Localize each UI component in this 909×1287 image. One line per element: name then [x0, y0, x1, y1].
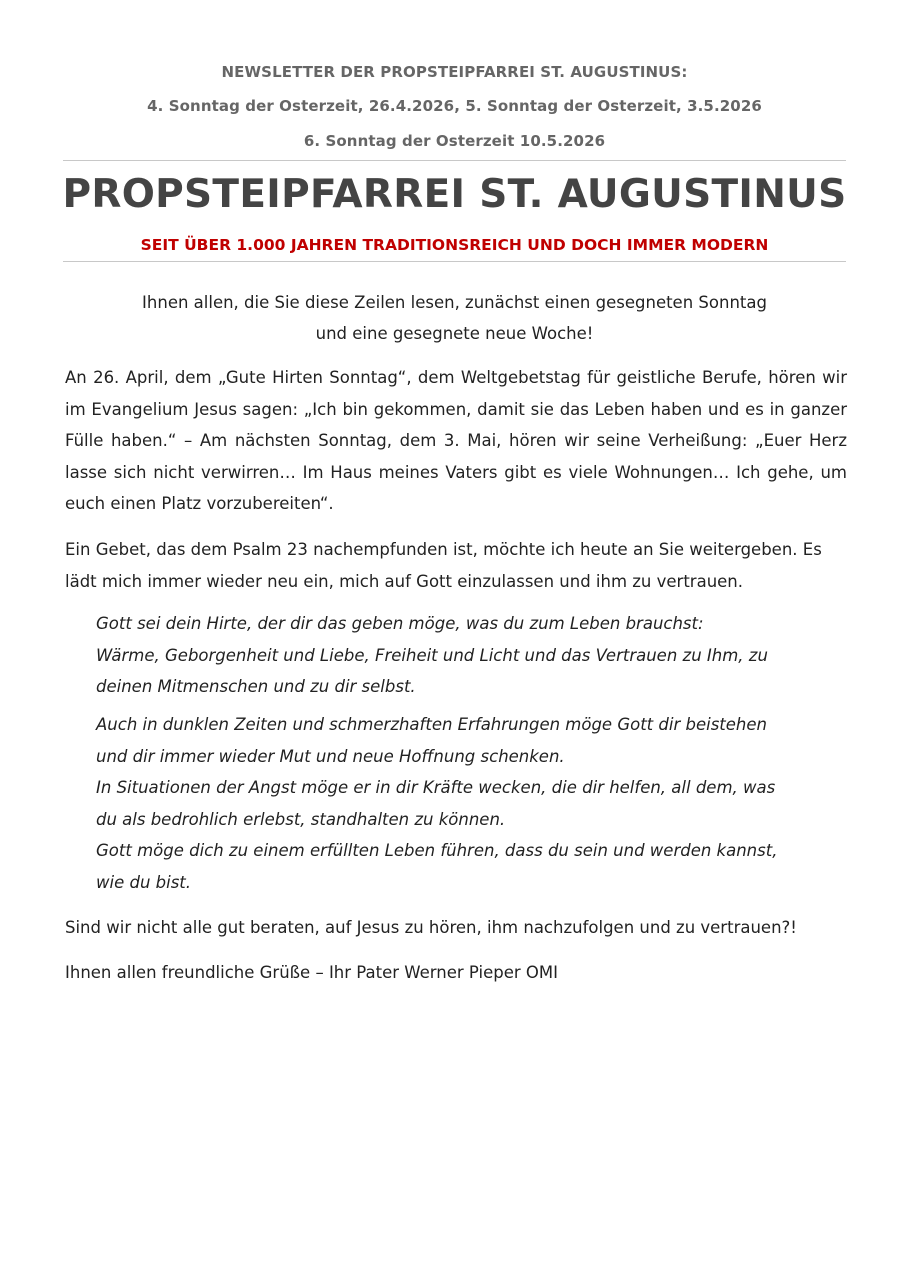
greeting-line: Ihnen allen, die Sie diese Zeilen lesen, zunächst einen gesegneten Sonntag [142, 293, 767, 312]
prayer-line: du als bedrohlich erlebst, standhalten zu können. [96, 809, 506, 829]
page-subtitle: SEIT ÜBER 1.000 JAHREN TRADITIONSREICH UND DOCH IMMER MODERN [140, 236, 769, 254]
body-paragraph-prayer-intro: Ein Gebet, das dem Psalm 23 nachempfunden ist, möchte ich heute an Sie weitergeben. Es lädt mich immer wieder neu ein, mich auf Gott einzulassen und ihm zu vertrauen. [65, 540, 822, 591]
prayer-line: Auch in dunklen Zeiten und schmerzhaften Erfahrungen möge Gott dir beistehen [96, 715, 767, 734]
page-title: PROPSTEIPFARREI ST. AUGUSTINUS [62, 172, 847, 217]
newsletter-dates-line-2: 6. Sonntag der Osterzeit 10.5.2026 [303, 132, 606, 150]
signature-line: Ihnen allen freundliche Grüße – Ihr Pater Werner Pieper OMI [65, 963, 558, 982]
greeting [63, 287, 846, 349]
prayer-stanza-2 [96, 709, 826, 899]
prayer-line: Wärme, Geborgenheit und Liebe, Freiheit und Licht und das Vertrauen zu Ihm, zu [96, 645, 768, 665]
newsletter-dates-line: 4. Sonntag der Osterzeit, 26.4.2026, 5. Sonntag der Osterzeit, 3.5.2026 [147, 97, 762, 115]
prayer-line: und dir immer wieder Mut und neue Hoffnung schenken. [96, 746, 565, 766]
prayer-line: deinen Mitmenschen und zu dir selbst. [96, 677, 416, 697]
body-paragraph-gospel: An 26. April, dem „Gute Hirten Sonntag“, dem Weltgebetstag für geistliche Berufe, hören wir im Evangelium Jesus sagen: „Ich bin gekommen, damit sie das Leben haben und es in ganzer Fülle haben.“ – Am nächsten Sonntag, dem 3. Mai, hören wir seine Verheißung: „Euer Herz lasse sich nicht verwirren… Im Haus meines Vaters gibt es viele Wohnungen… Ich gehe, um euch einen Platz vorzubereiten“. [65, 368, 847, 514]
body-paragraph-closing-question: Sind wir nicht alle gut beraten, auf Jesus zu hören, ihm nachzufolgen und zu vertrauen?! [65, 918, 797, 937]
prayer-line: wie du bist. [96, 872, 192, 892]
top-divider [63, 160, 846, 161]
greeting-line: und eine gesegnete neue Woche! [315, 324, 594, 343]
title-divider [63, 261, 846, 262]
prayer-line: Gott sei dein Hirte, der dir das geben möge, was du zum Leben brauchst: [96, 614, 704, 633]
newsletter-header-line: NEWSLETTER DER PROPSTEIPFARREI ST. AUGUSTINUS: [221, 63, 688, 81]
prayer-stanza-1 [96, 608, 826, 703]
prayer-line: Gott möge dich zu einem erfüllten Leben führen, dass du sein und werden kannst, [96, 841, 778, 861]
prayer-line: In Situationen der Angst möge er in dir Kräfte wecken, die dir helfen, all dem, was [96, 778, 776, 798]
